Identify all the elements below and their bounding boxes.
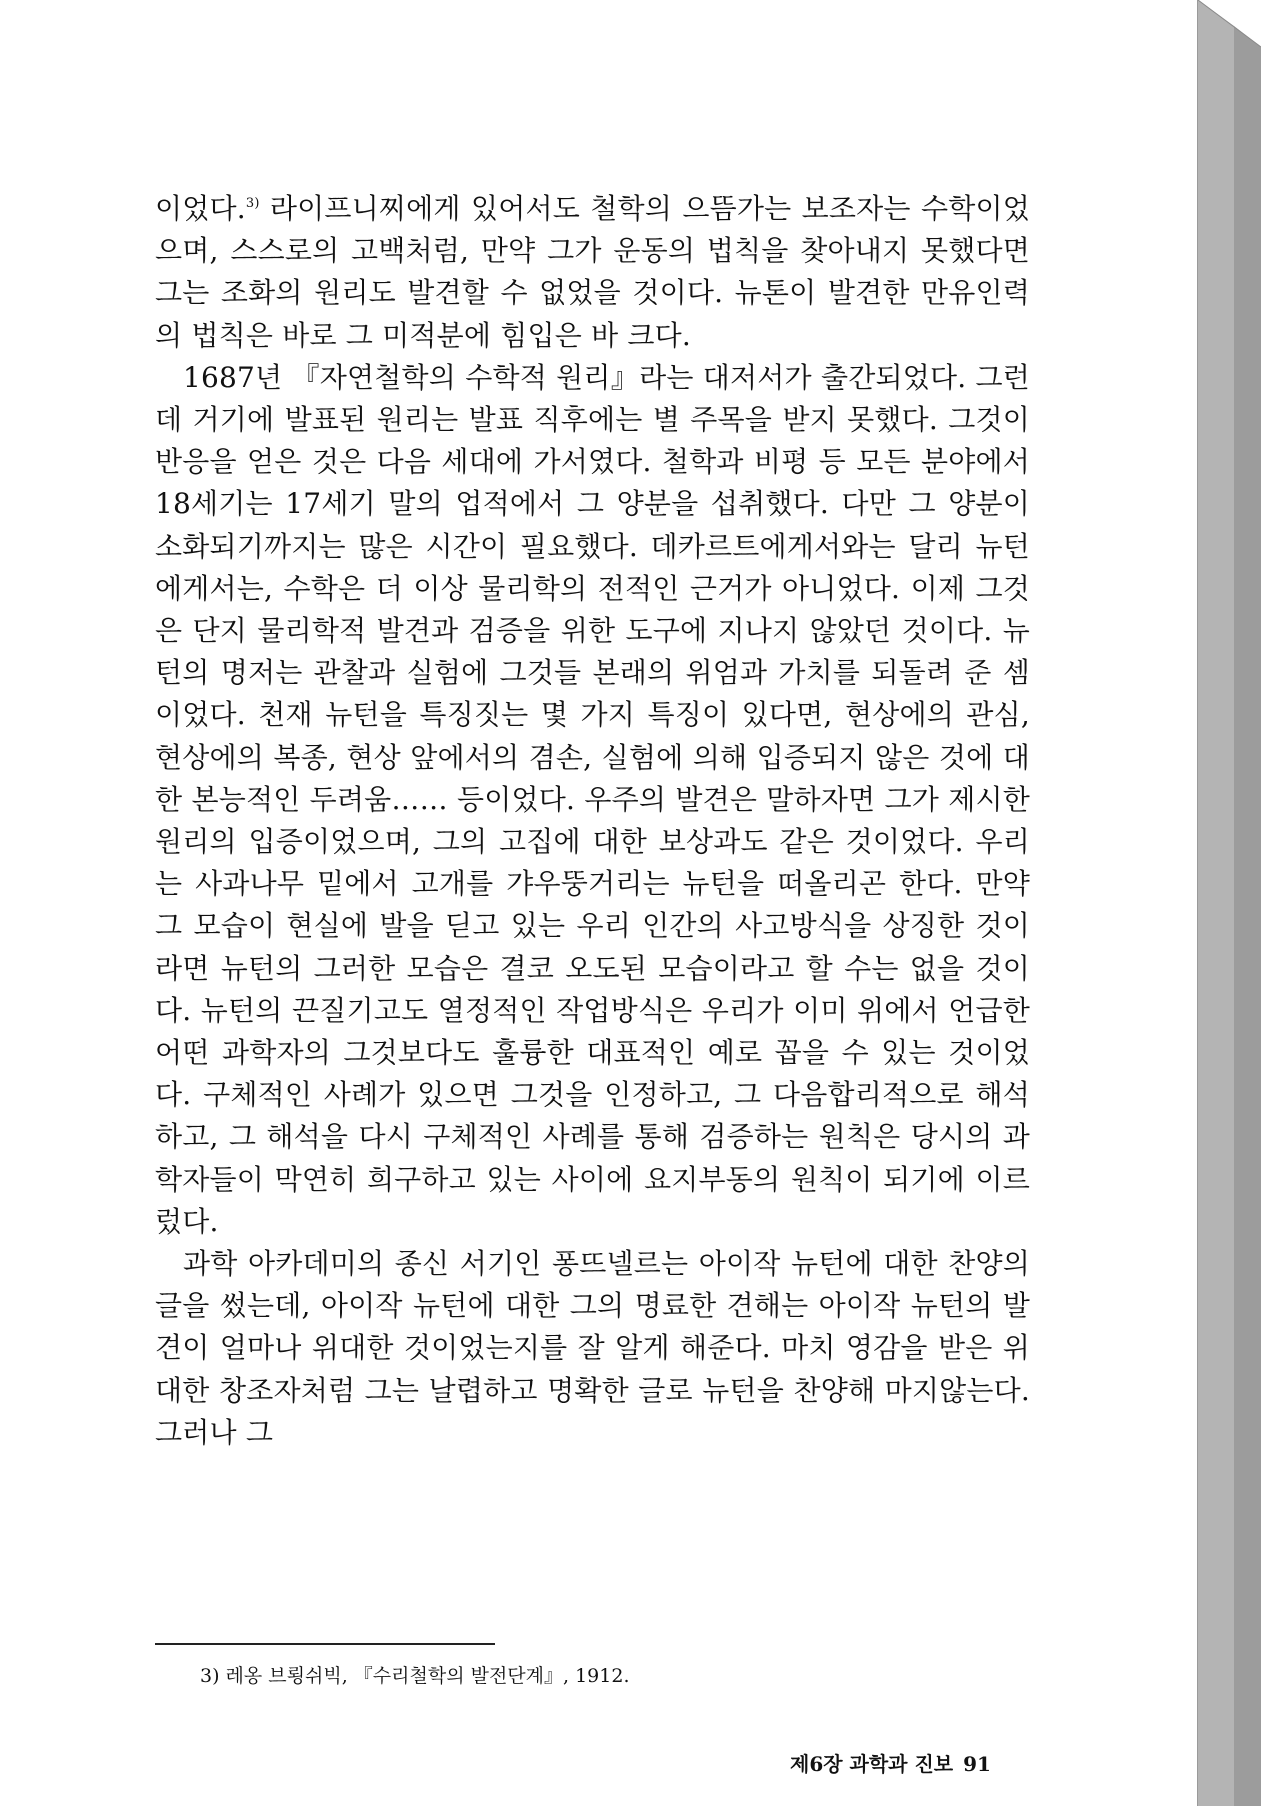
paragraph-1 [155, 188, 1030, 357]
body-text [155, 188, 1030, 1454]
running-head: 제6장 과학과 진보 [790, 1752, 954, 1776]
paragraph-1-start: 이었다. [155, 192, 246, 225]
paragraph-1-rest: 라이프니찌에게 있어서도 철학의 으뜸가는 보조자는 수학이었으며, 스스로의 고백처럼, 만약 그가 운동의 법칙을 찾아내지 못했다면 그는 조화의 원리도 발견할 수 없었을 것이다. 뉴톤이 발견한 만유인력의 법칙은 바로 그 미적분에 힘입은 바 크다. [155, 192, 1030, 352]
paragraph-3: 과학 아카데미의 종신 서기인 퐁뜨넬르는 아이작 뉴턴에 대한 찬양의 글을 썼는데, 아이작 뉴턴에 대한 그의 명료한 견해는 아이작 뉴턴의 발견이 얼마나 위대한 것이었는지를 잘 알게 해준다. 마치 영감을 받은 위대한 창조자처럼 그는 날렵하고 명확한 글로 뉴턴을 찬양해 마지않는다. 그러나 그 [155, 1247, 1030, 1449]
footnote: 3) 레옹 브룅쉬빅, 『수리철학의 발전단계』, 1912. [200, 1665, 630, 1687]
paragraph-2: 1687년 『자연철학의 수학적 원리』라는 대저서가 출간되었다. 그런데 거기에 발표된 원리는 발표 직후에는 별 주목을 받지 못했다. 그것이 반응을 얻은 것은 다음 세대에 가서였다. 철학과 비평 등 모든 분야에서 18세기는 17세기 말의 업적에서 그 양분을 섭취했다. 다만 그 양분이 소화되기까지는 많은 시간이 필요했다. 데카르트에게서와는 달리 뉴턴에게서는, 수학은 더 이상 물리학의 전적인 근거가 아니었다. 이제 그것은 단지 물리학적 발견과 검증을 위한 도구에 지나지 않았던 것이다. 뉴턴의 명저는 관찰과 실험에 그것들 본래의 위엄과 가치를 되돌려 준 셈이었다. 천재 뉴턴을 특징짓는 몇 가지 특징이 있다면, 현상에의 관심, 현상에의 복종, 현상 앞에서의 겸손, 실험에 의해 입증되지 않은 것에 대한 본능적인 두려움…… 등이었다. 우주의 발견은 말하자면 그가 제시한 원리의 입증이었으며, 그의 고집에 대한 보상과도 같은 것이었다. 우리는 사과나무 밑에서 고개를 갸우뚱거리는 뉴턴을 떠올리곤 한다. 만약 그 모습이 현실에 발을 딛고 있는 우리 인간의 사고방식을 상징한 것이라면 뉴턴의 그러한 모습은 결코 오도된 모습이라고 할 수는 없을 것이다. 뉴턴의 끈질기고도 열정적인 작업방식은 우리가 이미 위에서 언급한 어떤 과학자의 그것보다도 훌륭한 대표적인 예로 꼽을 수 있는 것이었다. 구체적인 사례가 있으면 그것을 인정하고, 그 다음합리적으로 해석하고, 그 해석을 다시 구체적인 사례를 통해 검증하는 원칙은 당시의 과학자들이 막연히 희구하고 있는 사이에 요지부동의 원칙이 되기에 이르렀다. [155, 360, 1030, 1238]
page-footer [790, 1748, 991, 1777]
footnote-ref-3: 3) [245, 196, 260, 211]
page-stack-shadow [1198, 0, 1261, 1806]
footnote-divider [155, 1643, 495, 1645]
page-number: 91 [963, 1752, 991, 1776]
book-page-edge [1198, 0, 1261, 1806]
